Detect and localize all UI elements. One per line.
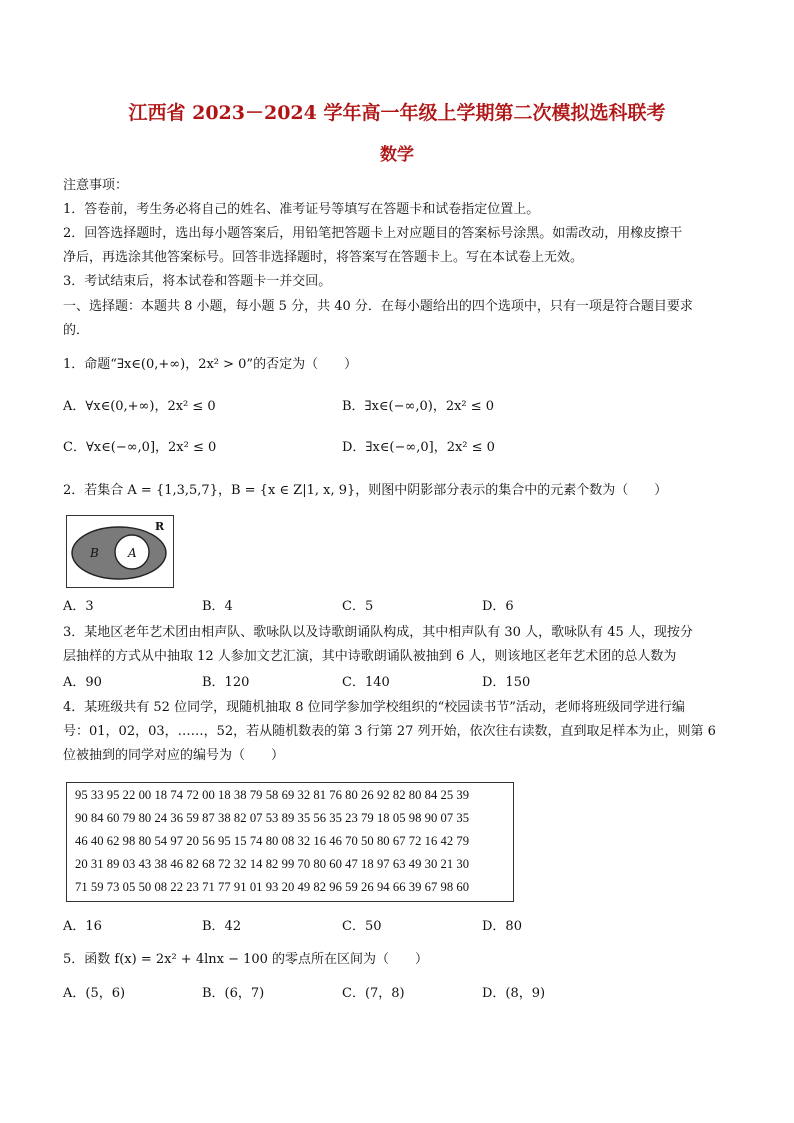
set-a-label: A <box>128 546 137 560</box>
q4-stem-line3: 位被抽到的同学对应的编号为（ ） <box>63 748 285 763</box>
section-heading-cont: 的． <box>63 323 90 338</box>
q5-option-a: A．(5，6) <box>63 986 126 1001</box>
venn-diagram <box>66 515 174 588</box>
section-heading: 一、选择题：本题共 8 小题，每小题 5 分，共 40 分．在每小题给出的四个选项中，只有一项是符合题目要求 <box>63 299 693 314</box>
q3-option-c: C．140 <box>342 675 390 690</box>
q1-option-c: C．∀x∈(−∞,0]，2x² ≤ 0 <box>63 440 217 455</box>
q2-option-d: D．6 <box>482 599 514 614</box>
random-table-row-3: 46 40 62 98 80 54 97 20 56 95 15 74 80 08 32 16 46 70 50 80 67 72 16 42 79 <box>75 834 470 848</box>
notes-item-2-cont: 净后，再选涂其他答案标号。回答非选择题时，将答案写在答题卡上。写在本试卷上无效。 <box>63 250 584 265</box>
notes-item-2: 2．回答选择题时，选出每小题答案后，用铅笔把答题卡上对应题目的答案标号涂黑。如需改动，用橡皮擦干 <box>63 226 683 241</box>
q1-option-b: B．∃x∈(−∞,0)，2x² ≤ 0 <box>342 399 495 414</box>
q1-option-d: D．∃x∈(−∞,0]，2x² ≤ 0 <box>342 440 495 455</box>
q4-stem-line1: 4．某班级共有 52 位同学，现随机抽取 8 位同学参加学校组织的“校园读书节”活动，老师将班级同学进行编 <box>63 700 685 715</box>
q4-stem-line2: 号：01，02，03，……，52，若从随机数表的第 3 行第 27 列开始，依次往右读数，直到取足样本为止，则第 6 <box>63 724 716 739</box>
q3-option-d: D．150 <box>482 675 531 690</box>
q3-stem-line2: 层抽样的方式从中抽取 12 人参加文艺汇演，其中诗歌朗诵队被抽到 6 人，则该地区老年艺术团的总人数为 <box>63 649 677 664</box>
random-table-row-5: 71 59 73 05 50 08 22 23 71 77 91 01 93 20 49 82 96 59 26 94 66 39 67 98 60 <box>75 880 470 894</box>
q4-option-c: C．50 <box>342 919 382 934</box>
q5-stem: 5．函数 f(x) = 2x² + 4lnx − 100 的零点所在区间为（ ） <box>63 952 429 967</box>
random-number-table <box>66 782 514 902</box>
exam-subject: 数学 <box>380 145 414 165</box>
q3-option-a: A．90 <box>63 675 102 690</box>
random-table-row-1: 95 33 95 22 00 18 74 72 00 18 38 79 58 69 32 81 76 80 26 92 82 80 84 25 39 <box>75 788 470 802</box>
q1-stem: 1．命题“∃x∈(0,+∞)，2x² > 0”的否定为（ ） <box>63 357 358 372</box>
q4-option-b: B．42 <box>202 919 242 934</box>
venn-svg <box>67 516 173 587</box>
random-table-row-2: 90 84 60 79 80 24 36 59 87 38 82 07 53 89 35 56 35 23 79 18 05 98 90 07 35 <box>75 811 470 825</box>
q3-option-b: B．120 <box>202 675 250 690</box>
q5-option-d: D．(8，9) <box>482 986 546 1001</box>
random-table-row-4: 20 31 89 03 43 38 46 82 68 72 32 14 82 99 70 80 60 47 18 97 63 49 30 21 30 <box>75 857 470 871</box>
q5-option-c: C．(7，8) <box>342 986 405 1001</box>
q1-option-a: A．∀x∈(0,+∞)，2x² ≤ 0 <box>63 399 216 414</box>
notes-item-1: 1．答卷前，考生务必将自己的姓名、准考证号等填写在答题卡和试卷指定位置上。 <box>63 202 540 217</box>
notes-heading: 注意事项： <box>63 178 129 193</box>
q3-stem-line1: 3．某地区老年艺术团由相声队、歌咏队以及诗歌朗诵队构成，其中相声队有 30 人，歌咏队有 45 人，现按分 <box>63 625 693 640</box>
set-b-label: B <box>90 546 99 560</box>
universe-label: R <box>155 520 165 533</box>
exam-title: 江西省 2023－2024 学年高一年级上学期第二次模拟选科联考 <box>128 102 666 124</box>
notes-item-3: 3．考试结束后，将本试卷和答题卡一并交回。 <box>63 274 332 289</box>
q5-option-b: B．(6，7) <box>202 986 265 1001</box>
q4-option-a: A．16 <box>63 919 102 934</box>
q2-stem: 2．若集合 A = {1,3,5,7}，B = {x ∈ Z|1, x, 9}，则图中阴影部分表示的集合中的元素个数为（ ） <box>63 483 668 498</box>
q4-option-d: D．80 <box>482 919 522 934</box>
q2-option-a: A．3 <box>63 599 94 614</box>
q2-option-b: B．4 <box>202 599 233 614</box>
q2-option-c: C．5 <box>342 599 374 614</box>
